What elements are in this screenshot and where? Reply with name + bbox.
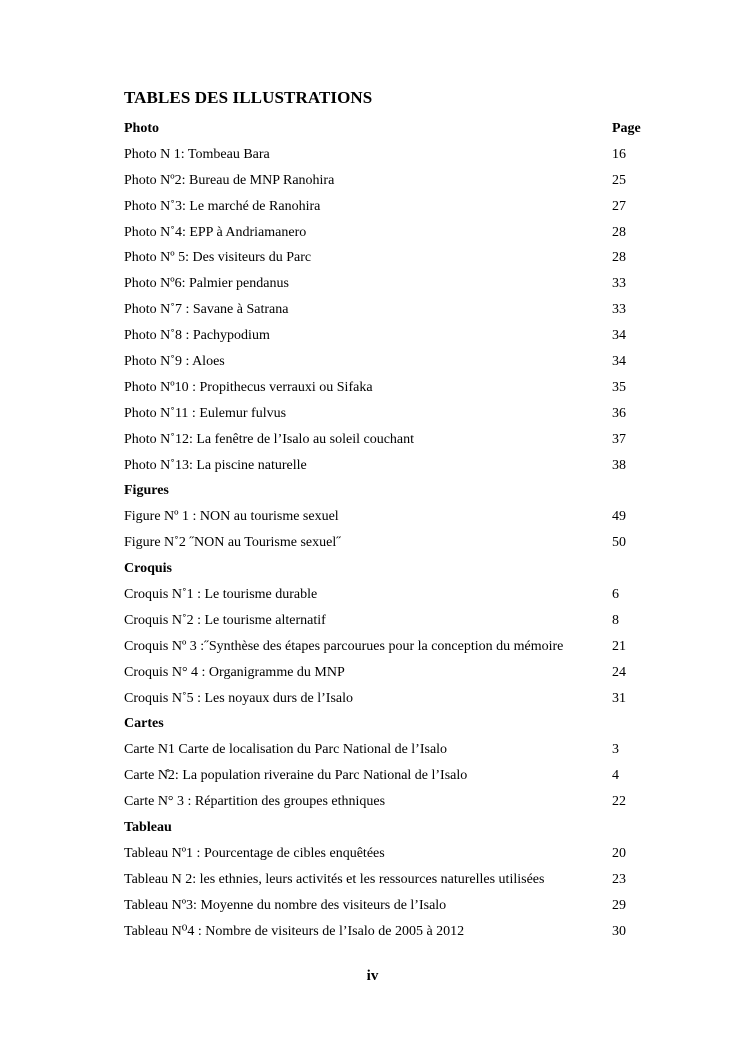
entry-label: Tableau Nº3: Moyenne du nombre des visiteurs de l’Isalo <box>124 897 447 913</box>
entry-label: Figure N˚2 ˝NON au Tourisme sexuel˝ <box>124 535 341 551</box>
entry-label: Carte N° 3 : Répartition des groupes ethniques <box>124 794 386 810</box>
entry-label: Photo Nº6: Palmier pendanus <box>124 276 289 292</box>
list-item <box>124 375 644 401</box>
entry-page-number: 31 <box>612 690 626 706</box>
entry-page-number: 27 <box>612 198 626 214</box>
section-heading <box>124 478 644 504</box>
section-heading <box>124 711 644 737</box>
entry-label: Carte N1 Carte de localisation du Parc National de l’Isalo <box>124 742 448 758</box>
entry-label: Photo N˚8 : Pachypodium <box>124 328 270 344</box>
list-item <box>124 841 644 867</box>
entry-label: Photo N˚7 : Savane à Satrana <box>124 302 289 318</box>
entry-page-number: 34 <box>612 354 626 370</box>
entry-page-number: 25 <box>612 172 626 188</box>
entry-label: Photo N˚12: La fenêtre de l’Isalo au soleil couchant <box>124 431 415 447</box>
list-item <box>124 142 644 168</box>
entry-page-number: 22 <box>612 794 626 810</box>
list-item <box>124 271 644 297</box>
entry-page-number: 6 <box>612 587 619 603</box>
list-item <box>124 401 644 427</box>
entry-page-number: 37 <box>612 431 626 447</box>
entry-page-number: 3 <box>612 742 619 758</box>
entry-label: Photo N˚4: EPP à Andriamanero <box>124 224 307 240</box>
list-item <box>124 686 644 712</box>
entry-label: Croquis N˚2 : Le tourisme alternatif <box>124 612 326 628</box>
list-item <box>124 608 644 634</box>
entry-label: Figure Nº 1 : NON au tourisme sexuel <box>124 509 339 525</box>
entry-label: Photo Nº2: Bureau de MNP Ranohira <box>124 172 335 188</box>
entry-page-number: 21 <box>612 638 626 654</box>
list-item <box>124 349 644 375</box>
list-item <box>124 763 644 789</box>
list-item <box>124 297 644 323</box>
entry-label: Tableau N⁰4 : Nombre de visiteurs de l’Isalo de 2005 à 2012 <box>124 923 465 939</box>
entry-page-number: 16 <box>612 146 626 162</box>
heading-label: Tableau <box>124 820 172 836</box>
entry-label: Tableau N 2: les ethnies, leurs activités et les ressources naturelles utilisées <box>124 871 545 887</box>
heading-label: Photo <box>124 121 159 136</box>
list-item <box>124 323 644 349</box>
entry-page-number: 33 <box>612 276 626 292</box>
entry-page-number: 34 <box>612 328 626 344</box>
list-item <box>124 504 644 530</box>
entry-label: Photo N 1: Tombeau Bara <box>124 146 270 162</box>
section-heading <box>124 556 644 582</box>
list-item <box>124 168 644 194</box>
entry-page-number: 50 <box>612 535 626 551</box>
list-item <box>124 194 644 220</box>
entry-page-number: 20 <box>612 845 626 861</box>
entry-label: Croquis Nº 3 :˝Synthèse des étapes parcourues pour la conception du mémoire <box>124 638 564 654</box>
page-column-header: Page <box>612 121 641 136</box>
list-item <box>124 245 644 271</box>
entry-page-number: 29 <box>612 897 626 913</box>
entry-label: Photo N˚13: La piscine naturelle <box>124 457 307 473</box>
entry-label: Photo N˚3: Le marché de Ranohira <box>124 198 321 214</box>
list-item <box>124 427 644 453</box>
entry-label: Croquis N˚5 : Les noyaux durs de l’Isalo <box>124 690 354 706</box>
list-item <box>124 453 644 479</box>
entry-page-number: 30 <box>612 923 626 939</box>
illustrations-list <box>124 116 644 945</box>
entry-label: Photo Nº10 : Propithecus verrauxi ou Sifaka <box>124 379 373 395</box>
entry-page-number: 49 <box>612 509 626 525</box>
entry-page-number: 8 <box>612 612 619 628</box>
entry-page-number: 35 <box>612 379 626 395</box>
entry-page-number: 36 <box>612 405 626 421</box>
entry-page-number: 4 <box>612 768 619 784</box>
entry-page-number: 28 <box>612 250 626 266</box>
entry-label: Croquis N° 4 : Organigramme du MNP <box>124 664 345 680</box>
entry-label: Photo Nº 5: Des visiteurs du Parc <box>124 250 312 266</box>
entry-label: Carte N̊2: La population riveraine du Parc National de l’Isalo <box>124 768 468 784</box>
list-item <box>124 220 644 246</box>
entry-page-number: 28 <box>612 224 626 240</box>
entry-label: Croquis N˚1 : Le tourisme durable <box>124 587 318 603</box>
list-item <box>124 893 644 919</box>
page-number-footer: iv <box>366 968 379 984</box>
list-item <box>124 530 644 556</box>
heading-label: Croquis <box>124 561 172 577</box>
list-header-row <box>124 116 644 142</box>
list-item <box>124 919 644 945</box>
list-item <box>124 737 644 763</box>
list-item <box>124 660 644 686</box>
list-item <box>124 789 644 815</box>
list-item <box>124 634 644 660</box>
list-item <box>124 867 644 893</box>
entry-label: Photo N˚9 : Aloes <box>124 354 225 370</box>
entry-page-number: 24 <box>612 664 626 680</box>
entry-page-number: 38 <box>612 457 626 473</box>
heading-label: Figures <box>124 483 169 499</box>
entry-label: Tableau Nº1 : Pourcentage de cibles enquêtées <box>124 845 385 861</box>
entry-page-number: 23 <box>612 871 626 887</box>
list-item <box>124 582 644 608</box>
entry-page-number: 33 <box>612 302 626 318</box>
section-heading <box>124 815 644 841</box>
heading-label: Cartes <box>124 716 164 732</box>
entry-label: Photo N˚11 : Eulemur fulvus <box>124 405 287 421</box>
page-title: TABLES DES ILLUSTRATIONS <box>124 88 373 107</box>
